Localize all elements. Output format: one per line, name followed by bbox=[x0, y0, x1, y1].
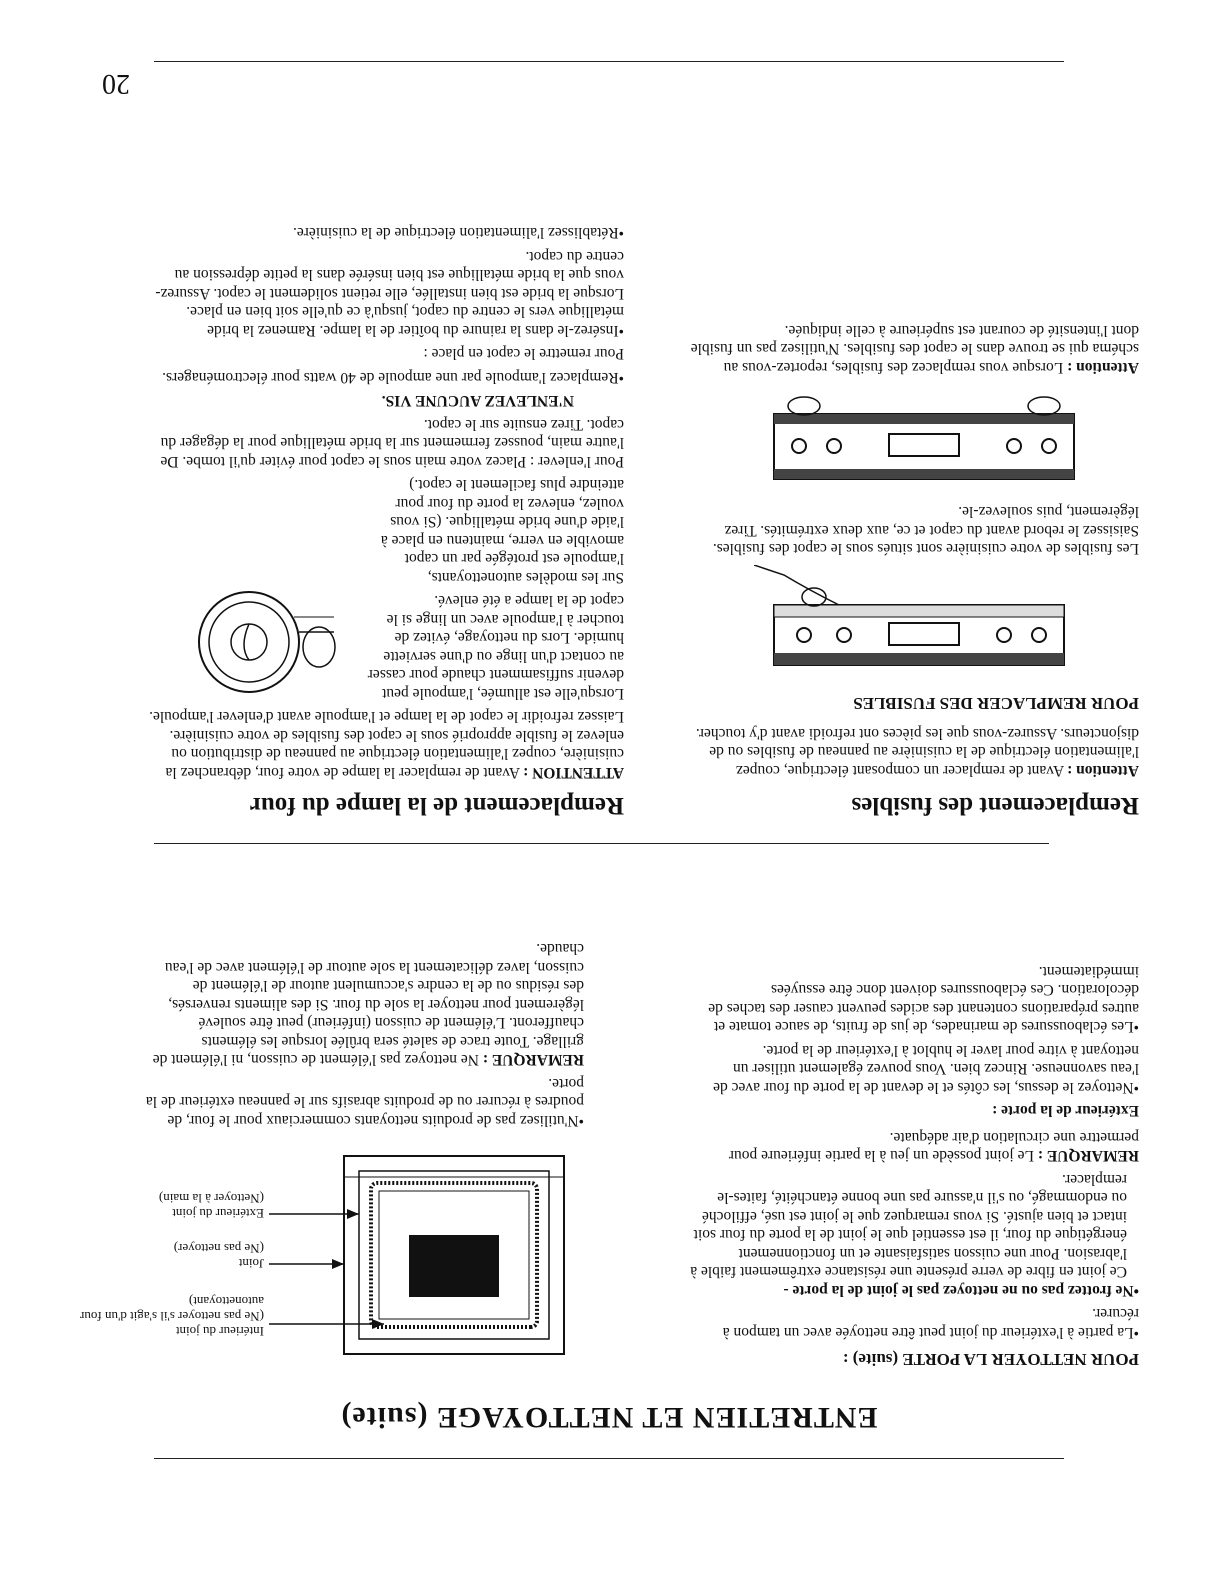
lamp-heading: Remplacement de la lampe du four bbox=[249, 792, 624, 819]
callout-gasket-label: Joint bbox=[238, 1256, 264, 1271]
lamp-para-3: Pour l'enlever : Placez votre main sous le capot pour éviter qu'il tombe. De l'autre main, poussez fermement sur la bride métallique pour la dégager du capot. Tirez ensuite sur le capot. bbox=[160, 416, 624, 470]
door-remarque-text: Le joint possède un jeu à la partie inférieure pour permettre une circulation d'air adéquate. bbox=[728, 1129, 1139, 1165]
middle-rule bbox=[154, 843, 1049, 844]
lamp-cover-illustration bbox=[169, 582, 344, 702]
lamp-no-screw: N'ENLEVEZ AUCUNE VIS. bbox=[381, 392, 574, 410]
elements-remarque bbox=[144, 939, 584, 1069]
gasket-diagram bbox=[49, 1129, 569, 1359]
fuses-section bbox=[674, 316, 1139, 820]
lamp-text-with-figure bbox=[149, 475, 624, 702]
door-gasket-warning: • Ne frottez pas ou ne nettoyez pas le joint de la porte - bbox=[684, 1281, 1139, 1300]
door-remarque-label: REMARQUE : bbox=[1037, 1147, 1139, 1165]
lamp-attention-label: ATTENTION : bbox=[523, 764, 624, 781]
callout-inside-gasket bbox=[64, 1294, 264, 1339]
door-cleaning-section bbox=[684, 957, 1139, 1370]
door-para-1: • La partie à l'extérieur du joint peut être nettoyée avec un tampon à récurer. bbox=[684, 1304, 1139, 1341]
lamp-para-2: Sur les modèles autonettoyants, l'ampoule est protégée par un capot amovible en verre, maintenu en place à l'aide d'une bride métallique. (Si vous voulez, enlevez la porte du four pour atteindre plus facilement le capot.) bbox=[380, 476, 624, 586]
callout-outside-gasket-label: Extérieur du joint bbox=[172, 1206, 264, 1221]
lamp-para-5: Pour remettre le capot en place : bbox=[423, 345, 624, 363]
callout-inside-gasket-note: (Ne pas nettoyer s'il s'agit d'un four autonettoyant) bbox=[80, 1294, 264, 1324]
fuses-heading: Remplacement des fusibles bbox=[851, 792, 1139, 819]
page-number: 20 bbox=[102, 68, 130, 99]
top-rule bbox=[154, 1458, 1064, 1459]
door-exterior-heading: Extérieur de la porte : bbox=[992, 1102, 1139, 1120]
callout-gasket bbox=[64, 1241, 264, 1271]
door-exterior-para-2: • Les éclaboussures de marinades, de jus de fruits, de sauce tomate et autres préparations contenant des acides peuvent causer des taches de décoloration. Ces éclaboussures doivent donc être essuyées immédiatement. bbox=[684, 962, 1139, 1036]
fuses-attention-text: Avant de remplacer un composant électrique, coupez l'alimentation électrique de la cuisinière au panneau de fusibles ou de disjoncteurs. Assurez-vous que les pièces ont refroidi avant d'y toucher. bbox=[695, 725, 1139, 779]
lamp-para-6: • Insérez-le dans la rainure du boîtier de la lampe. Ramenez la bride métallique vers le centre du capot, jusqu'à ce qu'elle soit bien en place. Lorsque la bride est bien installée, elle retient solidement le capot. Assurez-vous que la bride métallique est bien insérée dans la petite dépression au centre du capot. bbox=[149, 247, 624, 340]
page-title: ENTRETIEN ET NETTOYAGE (suite) bbox=[340, 1401, 878, 1434]
lamp-para-4: • Remplacez l'ampoule par une ampoule de 40 watts pour électroménagers. bbox=[149, 368, 624, 387]
abrasive-warning: • N'utilisez pas de produits nettoyants commerciaux pour le four, de poudres à récurer ou de produits abrasifs sur le panneau extérieur de la porte. bbox=[144, 1074, 584, 1130]
callout-outside-gasket-note: (Nettoyer à la main) bbox=[158, 1191, 264, 1206]
callout-inside-gasket-label: Intérieur du joint bbox=[175, 1324, 264, 1339]
bottom-rule bbox=[154, 61, 1064, 62]
lamp-para-1: Lorsqu'elle est allumée, l'ampoule peut devenir suffisamment chaude pour casser au contact d'un linge ou d'une serviette humide. Lors du nettoyage, évitez de toucher à l'ampoule avec un linge si le capot de la lampe a été enlevé. bbox=[367, 592, 624, 702]
fuses-attention-2-label: Attention : bbox=[1067, 359, 1139, 376]
elements-remarque-label: REMARQUE : bbox=[482, 1051, 584, 1069]
door-heading: POUR NETTOYER LA PORTE (suite) : bbox=[842, 1350, 1139, 1369]
lamp-attention bbox=[149, 707, 624, 781]
fuse-cover-illustration-1 bbox=[754, 566, 1084, 686]
door-exterior-para-1: • Nettoyez le dessus, les côtés et le devant de la porte du four avec de l'eau savonneuse. Rincez bien. Vous pouvez également utiliser un nettoyant à vitre pour laver le hublot à l'extérieur de la porte. bbox=[684, 1041, 1139, 1097]
fuses-attention-label: Attention : bbox=[1067, 762, 1139, 779]
fuses-attention bbox=[674, 724, 1139, 780]
fuses-attention-2 bbox=[674, 321, 1139, 377]
fuses-para-1: Les fusibles de votre cuisinière sont situés sous le capot des fusibles. Saisissez le rebord avant du capot et ce, aux deux extrémités. Tirez légèrement, puis soulevez-le. bbox=[712, 503, 1139, 558]
fuses-attention-2-text: Lorsque vous remplacez des fusibles, reportez-vous au schéma qui se trouve dans le capot des fusibles. N'utilisez pas un fusible dont l'intensité de courant est supérieure à celle indiquée. bbox=[690, 322, 1139, 376]
door-cleaning-continued bbox=[144, 934, 584, 1129]
callout-arrows bbox=[244, 1149, 384, 1359]
door-gasket-text: Ce joint en fibre de verre présente une résistance extrêmement faible à l'abrasion. Pour une cuisson satisfaisante et un fonctionnement énergétique du four, il est essentiel que le joint de la porte du four soit intact et bien ajusté. Si vous remarquez que le joint est usé, effiloché ou endommagé, ou s'il n'assure pas une bonne étanchéité, faites-le remplacer. bbox=[690, 1171, 1127, 1281]
callout-outside-gasket bbox=[64, 1191, 264, 1221]
door-remarque bbox=[684, 1128, 1139, 1165]
callout-gasket-note: (Ne pas nettoyer) bbox=[173, 1241, 264, 1256]
lamp-para-7: • Rétablissez l'alimentation électrique de la cuisinière. bbox=[149, 223, 624, 242]
lamp-attention-text: Avant de remplacer la lampe de votre four, débranchez la cuisinière, coupez l'alimentation électrique au panneau de distribution ou enlevez le fusible approprié sous le capot des fusibles de votre cuisinière. Laissez refroidir le capot de la lampe et l'ampoule avant d'enlever l'ampoule. bbox=[149, 708, 624, 781]
lamp-text-narrow bbox=[364, 475, 624, 702]
fuse-cover-illustration-2 bbox=[754, 384, 1084, 494]
elements-remarque-text: Ne nettoyez pas l'élément de cuisson, ni l'élément de grillage. Toute trace de saleté sera brûlée lorsque les éléments chaufferont. L'élément de cuisson (inférieur) peut être soulevé légèrement pour nettoyer la sole du four. Si des aliments renversés, des résidus ou de la cendre s'accumulent autour de l'élément de cuisson, lavez délicatement la sole autour de l'élément avec de l'eau chaude. bbox=[152, 940, 584, 1069]
fuses-subheading: POUR REMPLACER DES FUSIBLES bbox=[853, 694, 1139, 714]
lamp-section bbox=[149, 218, 624, 819]
